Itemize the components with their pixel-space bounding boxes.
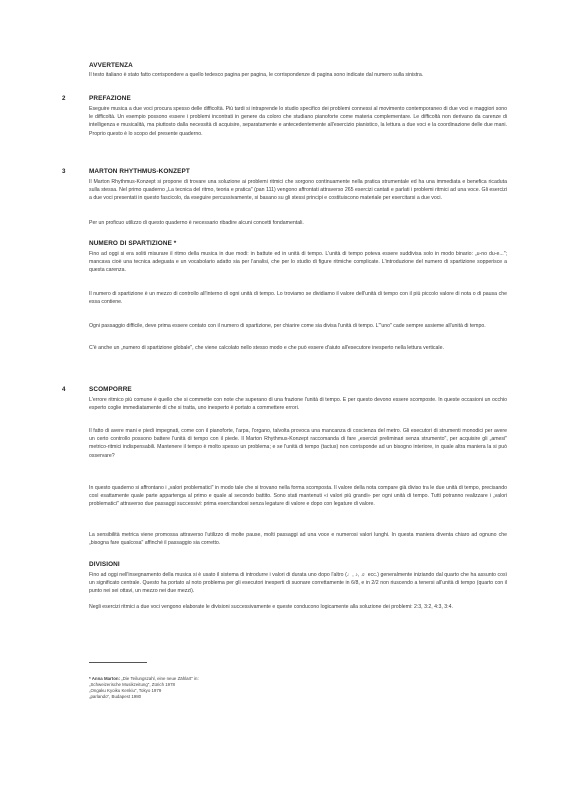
- page-ref-number: 4: [62, 386, 66, 393]
- heading-spartizione: NUMERO DI SPARTIZIONE *: [89, 240, 177, 247]
- paragraph-marton-1: Il Marton Rhythmus-Konzept si propone di trovare una soluzione ai problemi ritmici che sorgono continuamente nella pratica strumentale ed ha una immediata e benefica ricaduta sulla stessa. Nel primo quaderno „La tecnica del ritmo, teoria e pratica" (pan 111) vengono affrontati attraverso 265 esercizi cantati e parlati i problemi ritmici ad una voce. Gli esercizi a due voci presentati in questo fascicolo, da eseguire percussivamente, si basano su gli stessi principi e costituiscono materiale per esercitarsi a due voci.: [89, 179, 507, 202]
- paragraph-spartizione-1: Fino ad oggi si era soliti misurare il ritmo della musica in due modi: in battute ed in unità di tempo. L'unità di tempo poteva essere suddivisa solo in modo binario: „u-no du-e..."; mancava cioè una tecnica adeguata e un vocabolario adatto sia per l'analisi, che per lo studio di figure ritmiche complicate. L'introduzione del numero di spartizione sopperisce a questa carenza.: [89, 251, 507, 274]
- paragraph-avvertenza: Il testo italiano è stato fatto corrispondere a quello tedesco pagina per pagina, le corrispondenze di pagina sono indicate dal numero sulla sinistra.: [89, 72, 424, 78]
- page-ref-number: 3: [62, 168, 66, 175]
- heading-marton: MARTON RHYTHMUS-KONZEPT: [89, 168, 190, 175]
- footnote-line-3: „Ongaku Kyoiku Kenkiu", Tokyo 1979: [89, 688, 162, 693]
- paragraph-marton-2: Per un proficuo utilizzo di questo quaderno è necessario ribadire alcuni concetti fondamentali.: [89, 220, 304, 226]
- paragraph-scomporre-3: In questo quaderno si affrontano i „valori problematici" in modo tale che si trovano nella forma scomposta. Il valore della nota compare già diviso tra le due unità di tempo, precisando così esattamente quale parte appartenga al primo e quale al secondo battito. Sono stati mantenuti «i valori più grandi» per ogni unità di tempo. Tutti potranno realizzare i „valori problematici" attraverso due passaggi successivi: prima esercitandosi senza legature di valore e dopo con legature di valore.: [89, 485, 507, 508]
- paragraph-scomporre-1: L'errore ritmico più comune è quello che si commette con note che superano di una frazione l'unità di tempo. E per questo devono essere scomposte. In queste occasioni un occhio esperto coglie immediatamente di che si tratta, uno inesperto è portato a commettere errori.: [89, 397, 507, 412]
- paragraph-prefazione: Eseguire musica a due voci procura spesso delle difficoltà. Più tardi si intraprende lo studio specifico dei problemi connessi al movimento contemporaneo di due voci e maggiori sono le difficoltà. Un esempio possono essere i problemi incontrati in genere da coloro che studiano pianoforte come materia complementare. Le difficoltà non derivano da carenze di intelligenza e musicalità, ma piuttosto dalla necessità di acquisire, separatamente e antecedentemente all'esercizio pianistico, la lettura a due voci e la coordinazione delle due mani. Proprio questo è lo scopo del presente quaderno.: [89, 106, 507, 137]
- paragraph-scomporre-2: Il fatto di avere mani e piedi impegnati, come con il pianoforte, l'arpa, l'organo, talvolta provoca una mancanza di coscienza del metro. Gli esecutori di strumenti monodici per avere un certo controllo possono battere l'unità di tempo con il piede. Il Marton Rhythmus-Konzept raccomanda di fare „esercizi preliminari senza strumento", per acquisire gli „amesi" metrico-ritmici indispensabili. Mantenere il tempo è molto spesso un problema; e se l'unità di tempo (tactus) non corrisponde ad un bisogno interiore, in quale altra maniera la si può osservare?: [89, 428, 507, 459]
- paragraph-scomporre-4: La sensibilità metrica viene promossa attraverso l'utilizzo di molte pause, molti passaggi ad una voce e numerosi valori lunghi. In questa maniera diventa chiaro ad ognuno che „bisogna fare qualcosa" affinché il passaggio sia corretto.: [89, 532, 507, 547]
- heading-divisioni: DIVISIONI: [89, 561, 120, 568]
- heading-prefazione: PREFAZIONE: [89, 95, 131, 102]
- page-ref-number: 2: [62, 95, 66, 102]
- footnote-author: * Anna Marton:: [89, 676, 121, 681]
- paragraph-spartizione-2: Il numero di spartizione è un mezzo di controllo all'interno di ogni unità di tempo. Lo troviamo se dividiamo il valore dell'unità di tempo con il più piccolo valore di nota o di pausa che essa contiene.: [89, 291, 507, 306]
- footnote-line-2: „Schweizerische Musikzeitung", Zürich 1978: [89, 682, 175, 687]
- footnote-title: „Die Teilungszahl, eine neue Zählart" in:: [121, 676, 199, 681]
- paragraph-divisioni-1: Fino ad oggi nell'insegnamento della musica si è usato il sistema di introdurre i valori di durata uno dopo l'altro (♩, ♪, ♬ ecc.) generalmente iniziando dal quarto che ha assunto così un significato centrale. Questo ha portato al noto problema per gli esecutori inesperti di suonare correttamente in 6/8, e in 2/2 non riuscendo a tenersi all'unità di tempo (quarto con il punto nei sei ottavi, un mezzo nei due mezzi).: [89, 572, 507, 595]
- footnote-divider: [89, 662, 147, 663]
- heading-avvertenza: AVVERTENZA: [89, 62, 133, 69]
- paragraph-spartizione-4: C'è anche un „numero di spartizione globale", che viene calcolato nello stesso modo e che può essere d'aiuto all'esecutore inesperto nella lettura verticale.: [89, 345, 444, 351]
- heading-scomporre: SCOMPORRE: [89, 386, 132, 393]
- paragraph-spartizione-3: Ogni passaggio difficile, deve prima essere contato con il numero di spartizione, per chiarire come sia divisa l'unità di tempo. L'"uno" cade sempre assieme all'unità di tempo.: [89, 323, 486, 329]
- paragraph-divisioni-2: Negli esercizi ritmici a due voci vengono elaborate le divisioni successivamente e queste conducono logicamente alla soluzione dei problemi: 2:3, 3:2, 4:3, 3:4.: [89, 604, 453, 610]
- footnote-line-4: „parlando", Budapest 1980: [89, 694, 142, 699]
- footnote-line-1: [89, 676, 339, 682]
